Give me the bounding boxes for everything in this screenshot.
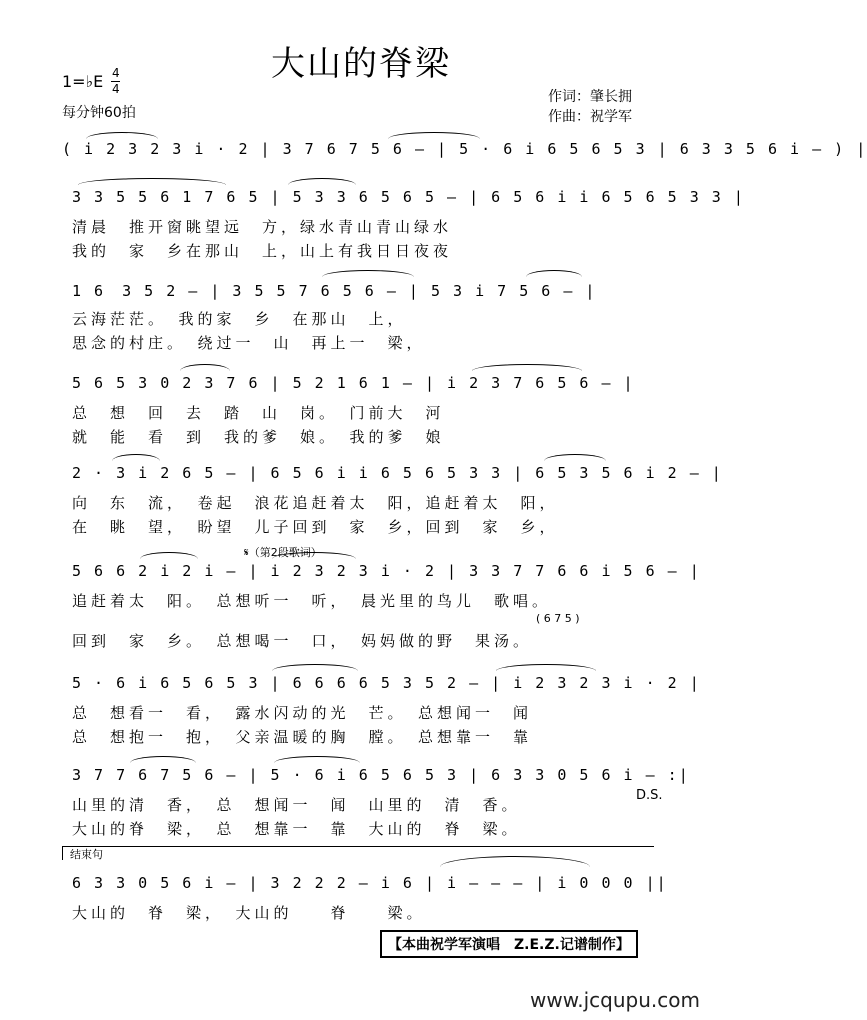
lyric-line-2: 就 能 看 到 我的爹 娘。 我的爹 娘 (72, 428, 445, 446)
site-watermark: www.jcqupu.com (530, 988, 700, 1012)
dal-segno-mark: D.S. (636, 788, 663, 803)
song-title: 大山的脊梁 (271, 44, 451, 84)
slur (180, 364, 230, 371)
slur (388, 132, 480, 139)
time-signature-top: 4 (112, 66, 120, 80)
staff-row-notes: 3 3 5 5 6 1 7 6 5 | 5 3 3 6 5 6 5 — | 6 5 6 i i 6 5 6 5 3 3 | (72, 188, 745, 206)
staff-row-notes: 3 7 7 6 7 5 6 — | 5 · 6 i 6 5 6 5 3 | 6 3 3 0 5 6 i — :| (72, 766, 690, 784)
staff-row-notes: 2 · 3 i 2 6 5 — | 6 5 6 i i 6 5 6 5 3 3 | 6 5 3 5 6 i 2 — | (72, 464, 723, 482)
staff-row-notes: 6 3 3 0 5 6 i — | 3 2 2 2 — i 6 | i — — — | i 0 0 0 || (72, 874, 668, 892)
variant-notes: ( 6 7 5 ) (536, 612, 580, 625)
slur (274, 756, 360, 763)
slur (472, 364, 582, 371)
performer-note: 【本曲祝学军演唱 Z.E.Z.记谱制作】 (380, 930, 638, 958)
lyric-line-1: 追赶着太 阳。 总想听一 听， 晨光里的鸟儿 歌唱。 (72, 592, 552, 610)
lyricist-credit: 作词：肇长拥 (548, 89, 632, 105)
lyric-line-2: 在 眺 望， 盼望 儿子回到 家 乡，回到 家 乡， (72, 518, 559, 536)
slur (322, 270, 414, 277)
lyric-line-1: 向 东 流， 卷起 浪花追赶着太 阳，追赶着太 阳， (72, 494, 559, 512)
coda-bracket (62, 846, 654, 847)
lyric-line-2: 总 想抱一 抱， 父亲温暖的胸 膛。 总想靠一 靠 (72, 728, 533, 746)
tempo-marking: 每分钟60拍 (62, 105, 136, 121)
slur (140, 552, 198, 559)
coda-label: 结束句 (70, 848, 103, 861)
slur (496, 664, 596, 671)
composer-credit: 作曲：祝学军 (548, 109, 632, 125)
lyric-line-1: 大山的 脊 梁， 大山的 脊 梁。 (72, 904, 426, 922)
slur (272, 664, 358, 671)
slur (130, 756, 196, 763)
lyric-line-2: 思念的村庄。 绕过一 山 再上一 梁， (72, 334, 426, 352)
intro-notes: ( i 2 3 2 3 i · 2 | 3 7 6 7 5 6 — | 5 · 6 i 6 5 6 5 3 | 6 3 3 5 6 i — ) | (62, 140, 867, 158)
lyric-line-2: 我的 家 乡在那山 上，山上有我日日夜夜 (72, 242, 453, 260)
slur (440, 856, 590, 867)
lyric-line-2: 回到 家 乡。 总想喝一 口， 妈妈做的野 果汤。 (72, 632, 533, 650)
slur (544, 454, 606, 461)
coda-bracket-tick (62, 846, 63, 860)
staff-row-notes: 5 6 5 3 0 2 3 7 6 | 5 2 1 6 1 — | i 2 3 7 6 5 6 — | (72, 374, 635, 392)
lyric-line-1: 总 想看一 看， 露水闪动的光 芒。 总想闻一 闻 (72, 704, 533, 722)
slur (78, 178, 226, 185)
lyric-line-1: 云海茫茫。 我的家 乡 在那山 上， (72, 310, 407, 328)
staff-row-notes: 5 · 6 i 6 5 6 5 3 | 6 6 6 6 5 3 5 2 — | i 2 3 2 3 i · 2 | (72, 674, 701, 692)
key-signature: 1=♭E (62, 72, 104, 91)
segno-annotation: 𝄋（第2段歌词） (244, 546, 322, 559)
lyric-line-1: 清晨 推开窗眺望远 方，绿水青山青山绿水 (72, 218, 453, 236)
slur (272, 552, 356, 559)
lyric-line-2: 大山的脊 梁， 总 想靠一 靠 大山的 脊 梁。 (72, 820, 521, 838)
slur (526, 270, 582, 277)
time-signature-bottom: 4 (112, 82, 120, 96)
staff-row-notes: 1 6 3 5 2 — | 3 5 5 7 6 5 6 — | 5 3 i 7 5 6 — | (72, 282, 597, 300)
lyric-line-1: 山里的清 香， 总 想闻一 闻 山里的 清 香。 (72, 796, 521, 814)
slur (288, 178, 356, 185)
lyric-line-1: 总 想 回 去 踏 山 岗。 门前大 河 (72, 404, 445, 422)
staff-row-notes: 5 6 6 2 i 2 i — | i 2 3 2 3 i · 2 | 3 3 7 7 6 6 i 5 6 — | (72, 562, 701, 580)
slur (86, 132, 158, 139)
slur (112, 454, 160, 461)
